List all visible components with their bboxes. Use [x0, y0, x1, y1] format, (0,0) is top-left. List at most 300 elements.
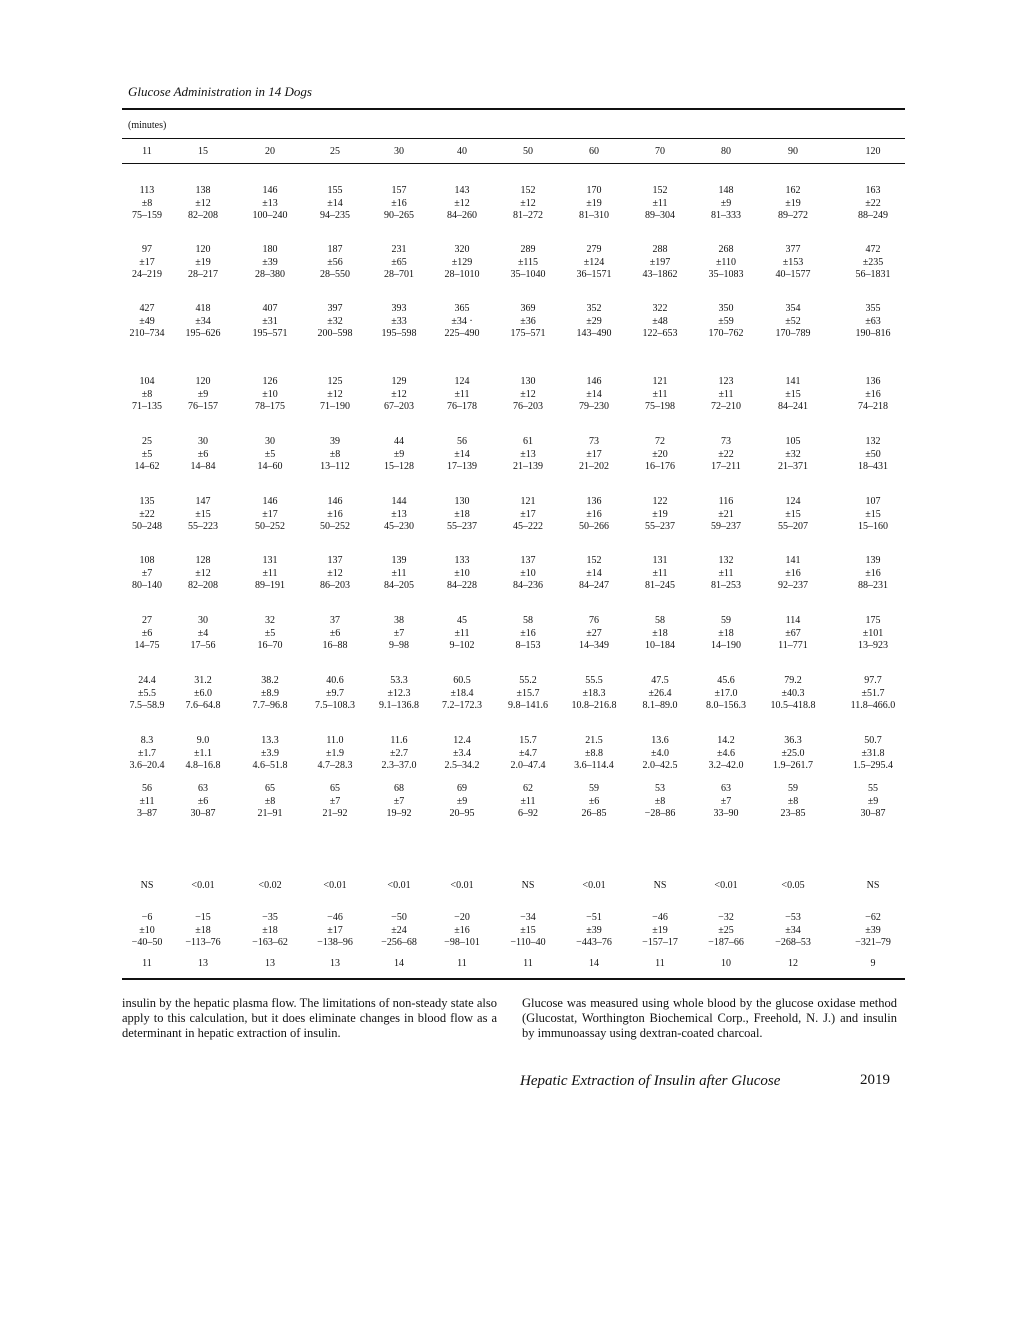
cell-line: 30–87 [860, 808, 886, 819]
cell-line: 210–734 [129, 328, 165, 339]
table-cell [645, 783, 676, 821]
table-cell [132, 376, 162, 414]
table-cell [577, 244, 612, 282]
cell-line: 56 [457, 436, 467, 447]
column-header: 60 [589, 146, 599, 157]
table-cell [645, 555, 675, 593]
cell-line: ±16 [391, 197, 407, 209]
cell-line: 3–87 [137, 808, 157, 819]
cell-line: 13 [198, 958, 208, 969]
cell-line: ±8 [141, 388, 153, 400]
table-cell [511, 303, 546, 341]
cell-line: ±15.7 [516, 687, 540, 699]
cell-line: 427 [139, 303, 155, 314]
cell-line: −62 [865, 912, 881, 923]
cell-line: 146 [262, 496, 278, 507]
cell-line: 10.8–216.8 [571, 700, 617, 711]
table-cell [447, 436, 477, 474]
cell-line: ±33 [391, 315, 407, 327]
cell-line: 2.5–34.2 [444, 760, 480, 771]
cell-line: 190–816 [855, 328, 891, 339]
table-cell [188, 185, 218, 223]
cell-line: 2.0–42.5 [642, 760, 678, 771]
cell-line: −35 [262, 912, 278, 923]
cell-line: ±36 [520, 315, 536, 327]
table-cell [643, 675, 678, 713]
cell-line: <0.01 [191, 880, 215, 891]
table-cell [643, 735, 678, 773]
cell-line: 50–248 [132, 521, 162, 532]
cell-line: ±39 [586, 924, 602, 936]
cell-line: 59–237 [711, 521, 741, 532]
cell-line: ±6.0 [194, 687, 212, 699]
column-header: 20 [265, 146, 275, 157]
cell-line: 21–139 [513, 461, 543, 472]
table-cell [645, 376, 675, 414]
table-cell [871, 958, 876, 971]
cell-line: ±9 [197, 388, 209, 400]
table-cell [394, 958, 404, 971]
table-cell [384, 376, 414, 414]
cell-line: ±1.9 [326, 747, 344, 759]
table-cell [510, 912, 545, 950]
cell-line: 10–184 [645, 640, 675, 651]
table-cell [856, 244, 891, 282]
cell-line: ±8 [654, 795, 666, 807]
table-cell [858, 376, 888, 414]
cell-line: 1.5–295.4 [853, 760, 893, 771]
column-header: 90 [788, 146, 798, 157]
cell-line: 162 [785, 185, 801, 196]
table-cell [867, 880, 880, 893]
cell-line: 55 [868, 783, 878, 794]
cell-line: ±3.4 [453, 747, 471, 759]
cell-line: 35–1083 [708, 269, 744, 280]
cell-line: 170–762 [708, 328, 744, 339]
cell-line: ±34 · [451, 315, 473, 327]
cell-line: 7.5–58.9 [129, 700, 165, 711]
cell-line: 7.2–172.3 [442, 700, 482, 711]
table-cell [853, 735, 893, 773]
cell-line: ±52 [785, 315, 801, 327]
cell-line: 14.2 [717, 735, 735, 746]
cell-line: ±34 [195, 315, 211, 327]
cell-line: 133 [454, 555, 470, 566]
table-cell [387, 880, 410, 893]
cell-line: 4.8–16.8 [185, 760, 221, 771]
cell-line: ±48 [652, 315, 668, 327]
cell-line: 13–923 [858, 640, 888, 651]
cell-line: 152 [520, 185, 536, 196]
cell-line: 55–237 [645, 521, 675, 532]
cell-line: 125 [327, 376, 343, 387]
cell-line: ±6 [329, 627, 341, 639]
cell-line: 28–550 [320, 269, 350, 280]
table-cell [130, 735, 165, 773]
cell-line: 147 [195, 496, 211, 507]
table-cell [645, 436, 675, 474]
table-cell [781, 783, 806, 821]
cell-line: 11.6 [390, 735, 408, 746]
table-cell [253, 185, 288, 223]
cell-line: <0.02 [258, 880, 282, 891]
cell-line: ±56 [327, 256, 343, 268]
table-cell [855, 912, 891, 950]
cell-line: ±16 [454, 924, 470, 936]
cell-line: 45–222 [513, 521, 543, 532]
cell-line: −443–76 [576, 937, 612, 948]
table-cell [188, 376, 218, 414]
header-rule-bottom [122, 163, 905, 164]
cell-line: 73 [720, 436, 731, 447]
cell-line: ±1.7 [138, 747, 156, 759]
table-cell [186, 303, 221, 341]
table-cell [457, 958, 467, 971]
cell-line: 17–211 [711, 461, 741, 472]
cell-line: 50.7 [864, 735, 882, 746]
cell-line: 136 [865, 376, 881, 387]
cell-line: 352 [586, 303, 602, 314]
cell-line: 30–87 [190, 808, 216, 819]
cell-line: 89–191 [255, 580, 285, 591]
cell-line: 30 [265, 436, 275, 447]
cell-line: 81–272 [513, 210, 543, 221]
table-cell [379, 675, 419, 713]
table-cell [851, 675, 896, 713]
table-title: Glucose Administration in 14 Dogs [128, 84, 312, 99]
cell-line: 7.6–64.8 [185, 700, 221, 711]
cell-line: 137 [520, 555, 536, 566]
table-cell [252, 912, 288, 950]
cell-line: ±22 [865, 197, 881, 209]
table-cell [513, 496, 543, 534]
cell-line: 40–1577 [775, 269, 811, 280]
cell-line: 50–252 [255, 521, 285, 532]
cell-line: ±51.7 [861, 687, 885, 699]
table-cell [858, 185, 888, 223]
table-cell [706, 675, 746, 713]
cell-line: 21–91 [257, 808, 283, 819]
cell-line: 113 [139, 185, 155, 196]
cell-line: 8.3 [140, 735, 154, 746]
table-cell [320, 244, 350, 282]
cell-line: 195–598 [381, 328, 417, 339]
table-cell [522, 880, 535, 893]
cell-line: 187 [327, 244, 343, 255]
table-cell [132, 185, 162, 223]
cell-line: ±19 [652, 508, 668, 520]
cell-line: 56–1831 [855, 269, 891, 280]
cell-line: ±12.3 [387, 687, 411, 699]
table-cell [135, 615, 160, 653]
cell-line: NS [140, 880, 154, 891]
cell-line: ±6 [197, 795, 209, 807]
table-cell [714, 783, 739, 821]
cell-line: ±16 [785, 567, 801, 579]
table-cell [255, 376, 285, 414]
table-cell [508, 675, 548, 713]
table-cell [579, 436, 609, 474]
cell-line: 139 [391, 555, 407, 566]
cell-line: ±16 [327, 508, 343, 520]
table-cell [450, 783, 475, 821]
cell-line: 195–626 [185, 328, 221, 339]
table-cell [711, 496, 741, 534]
table-cell [384, 436, 414, 474]
table-cell [442, 675, 482, 713]
cell-line: ±9 [456, 795, 468, 807]
table-cell [778, 376, 808, 414]
cell-line: ±124 [583, 256, 605, 268]
cell-line: 163 [865, 185, 881, 196]
table-cell [389, 615, 409, 653]
cell-line: 84–228 [447, 580, 477, 591]
cell-line: 322 [652, 303, 668, 314]
table-cell [861, 783, 886, 821]
cell-line: ±16 [586, 508, 602, 520]
table-cell [447, 496, 477, 534]
cell-line: ±22 [718, 448, 734, 460]
cell-line: 135 [139, 496, 155, 507]
table-cell [191, 436, 216, 474]
cell-line: 84–247 [579, 580, 609, 591]
cell-line: ±15 [865, 508, 881, 520]
table-cell [579, 496, 609, 534]
cell-line: ±18 [262, 924, 278, 936]
table-cell [513, 376, 543, 414]
cell-line: 69 [457, 783, 467, 794]
cell-line: 418 [195, 303, 211, 314]
table-cell [318, 735, 353, 773]
cell-line: 11 [457, 958, 467, 969]
cell-line: ±7 [329, 795, 341, 807]
cell-line: 105 [785, 436, 801, 447]
cell-line: ±31 [262, 315, 278, 327]
table-cell [709, 244, 744, 282]
cell-line: ±11 [718, 388, 734, 400]
table-cell [778, 496, 808, 534]
cell-line: 180 [262, 244, 278, 255]
cell-line: 78–175 [255, 401, 285, 412]
cell-line: ±9 [393, 448, 405, 460]
cell-line: 56 [142, 783, 152, 794]
bottom-rule [122, 978, 905, 980]
column-header: 80 [721, 146, 731, 157]
cell-line: ±4.7 [519, 747, 537, 759]
cell-line: 63 [198, 783, 208, 794]
column-header: 15 [198, 146, 208, 157]
cell-line: 13 [330, 958, 340, 969]
cell-line: ±14 [454, 448, 470, 460]
cell-line: 72 [655, 436, 665, 447]
cell-line: ±13 [520, 448, 536, 460]
cell-line: 32 [265, 615, 275, 626]
cell-line: ±1.1 [194, 747, 212, 759]
table-cell [776, 303, 811, 341]
cell-line: 4.6–51.8 [252, 760, 288, 771]
cell-line: −51 [586, 912, 602, 923]
cell-line: 137 [327, 555, 343, 566]
cell-line: 121 [520, 496, 536, 507]
table-cell [645, 615, 675, 653]
cell-line: −256–68 [381, 937, 417, 948]
cell-line: ±197 [649, 256, 671, 268]
cell-line: ±21 [718, 508, 734, 520]
cell-line: 25 [142, 436, 152, 447]
cell-line: 3.6–114.4 [574, 760, 614, 771]
cell-line: 24.4 [138, 675, 156, 686]
cell-line: 13–112 [320, 461, 350, 472]
cell-line: 16–88 [322, 640, 348, 651]
table-cell [323, 783, 348, 821]
cell-line: ±17 [327, 924, 343, 936]
cell-line: 53 [654, 783, 665, 794]
table-cell [132, 555, 162, 593]
cell-line: 81–310 [579, 210, 609, 221]
cell-line: NS [521, 880, 535, 891]
cell-line: 45–230 [384, 521, 414, 532]
cell-line: ±18 [454, 508, 470, 520]
cell-line: −34 [520, 912, 536, 923]
table-cell [387, 783, 412, 821]
table-cell [130, 675, 165, 713]
cell-line: ±32 [785, 448, 801, 460]
cell-line: 152 [652, 185, 668, 196]
table-cell [711, 615, 741, 653]
cell-line: 40.6 [326, 675, 344, 686]
cell-line: ±11 [652, 388, 668, 400]
cell-line: −321–79 [855, 937, 891, 948]
cell-line: 24–219 [132, 269, 162, 280]
cell-line: 8.1–89.0 [642, 700, 678, 711]
cell-line: 144 [391, 496, 407, 507]
cell-line: ±110 [715, 256, 737, 268]
cell-line: 8.0–156.3 [706, 700, 746, 711]
cell-line: 59 [589, 783, 599, 794]
table-cell [330, 958, 340, 971]
cell-line: 11.0 [326, 735, 344, 746]
cell-line: 90–265 [384, 210, 414, 221]
cell-line: 225–490 [444, 328, 480, 339]
cell-line: 19–92 [386, 808, 412, 819]
cell-line: 132 [865, 436, 881, 447]
cell-line: −98–101 [444, 937, 480, 948]
cell-line: <0.05 [781, 880, 805, 891]
cell-line: ±22 [139, 508, 155, 520]
cell-line: ±12 [327, 567, 343, 579]
cell-line: ±3.9 [261, 747, 279, 759]
cell-line: 23–85 [780, 808, 806, 819]
cell-line: −157–17 [642, 937, 678, 948]
cell-line: ±4 [197, 627, 209, 639]
cell-line: 58 [655, 615, 665, 626]
cell-line: 21–371 [778, 461, 808, 472]
cell-line: ±9 [720, 197, 732, 209]
cell-line: 81–333 [711, 210, 741, 221]
column-header: 40 [457, 146, 467, 157]
cell-line: 320 [454, 244, 470, 255]
table-cell [445, 244, 480, 282]
table-cell [513, 555, 543, 593]
cell-line: −138–96 [317, 937, 353, 948]
cell-line: ±34 [785, 924, 801, 936]
cell-line: 9.1–136.8 [379, 700, 419, 711]
table-cell [198, 958, 208, 971]
table-cell [511, 735, 546, 773]
table-cell [320, 185, 350, 223]
cell-line: 130 [520, 376, 536, 387]
table-cell [255, 244, 285, 282]
table-cell [708, 912, 744, 950]
cell-line: ±7 [393, 795, 405, 807]
column-header: 25 [330, 146, 340, 157]
cell-line: ±9.7 [326, 687, 344, 699]
cell-line: 157 [391, 185, 407, 196]
column-header: 50 [523, 146, 533, 157]
cell-line: 14 [394, 958, 404, 969]
cell-line: ±5 [264, 448, 276, 460]
cell-line: <0.01 [323, 880, 347, 891]
cell-line: 50–266 [579, 521, 609, 532]
cell-line: 55–223 [188, 521, 218, 532]
cell-line: 89–272 [778, 210, 808, 221]
cell-line: 116 [718, 496, 734, 507]
table-cell [645, 496, 675, 534]
cell-line: 15–160 [858, 521, 888, 532]
cell-line: NS [653, 880, 667, 891]
cell-line: 15–128 [384, 461, 414, 472]
cell-line: 12.4 [453, 735, 471, 746]
cell-line: ±17.0 [714, 687, 738, 699]
table-cell [320, 436, 350, 474]
cell-line: 55–207 [778, 521, 808, 532]
table-cell [142, 958, 152, 971]
cell-line: ±11 [454, 627, 470, 639]
cell-line: 14–349 [579, 640, 609, 651]
cell-line: 108 [139, 555, 155, 566]
cell-line: 71–135 [132, 401, 162, 412]
cell-line: ±59 [718, 315, 734, 327]
cell-line: 36–1571 [576, 269, 612, 280]
cell-line: <0.01 [582, 880, 606, 891]
cell-line: ±11 [454, 388, 470, 400]
cell-line: 143 [454, 185, 470, 196]
cell-line: 73 [589, 436, 599, 447]
cell-line: 122–653 [642, 328, 678, 339]
table-cell [450, 880, 473, 893]
cell-line: <0.01 [450, 880, 474, 891]
table-cell [186, 735, 221, 773]
cell-line: 67–203 [384, 401, 414, 412]
cell-line: ±8 [264, 795, 276, 807]
column-header: 70 [655, 146, 665, 157]
table-cell [513, 185, 543, 223]
cell-line: 74–218 [858, 401, 888, 412]
cell-line: 47.5 [651, 675, 669, 686]
cell-line: −268–53 [775, 937, 811, 948]
table-cell [382, 303, 417, 341]
cell-line: −53 [785, 912, 801, 923]
cell-line: ±15 [520, 924, 536, 936]
cell-line: ±15 [195, 508, 211, 520]
cell-line: 21.5 [585, 735, 603, 746]
cell-line: ±12 [195, 197, 211, 209]
cell-line: 84–260 [447, 210, 477, 221]
table-cell [382, 735, 417, 773]
table-cell [445, 303, 480, 341]
cell-line: 122 [652, 496, 668, 507]
cell-line: 14–62 [134, 461, 160, 472]
